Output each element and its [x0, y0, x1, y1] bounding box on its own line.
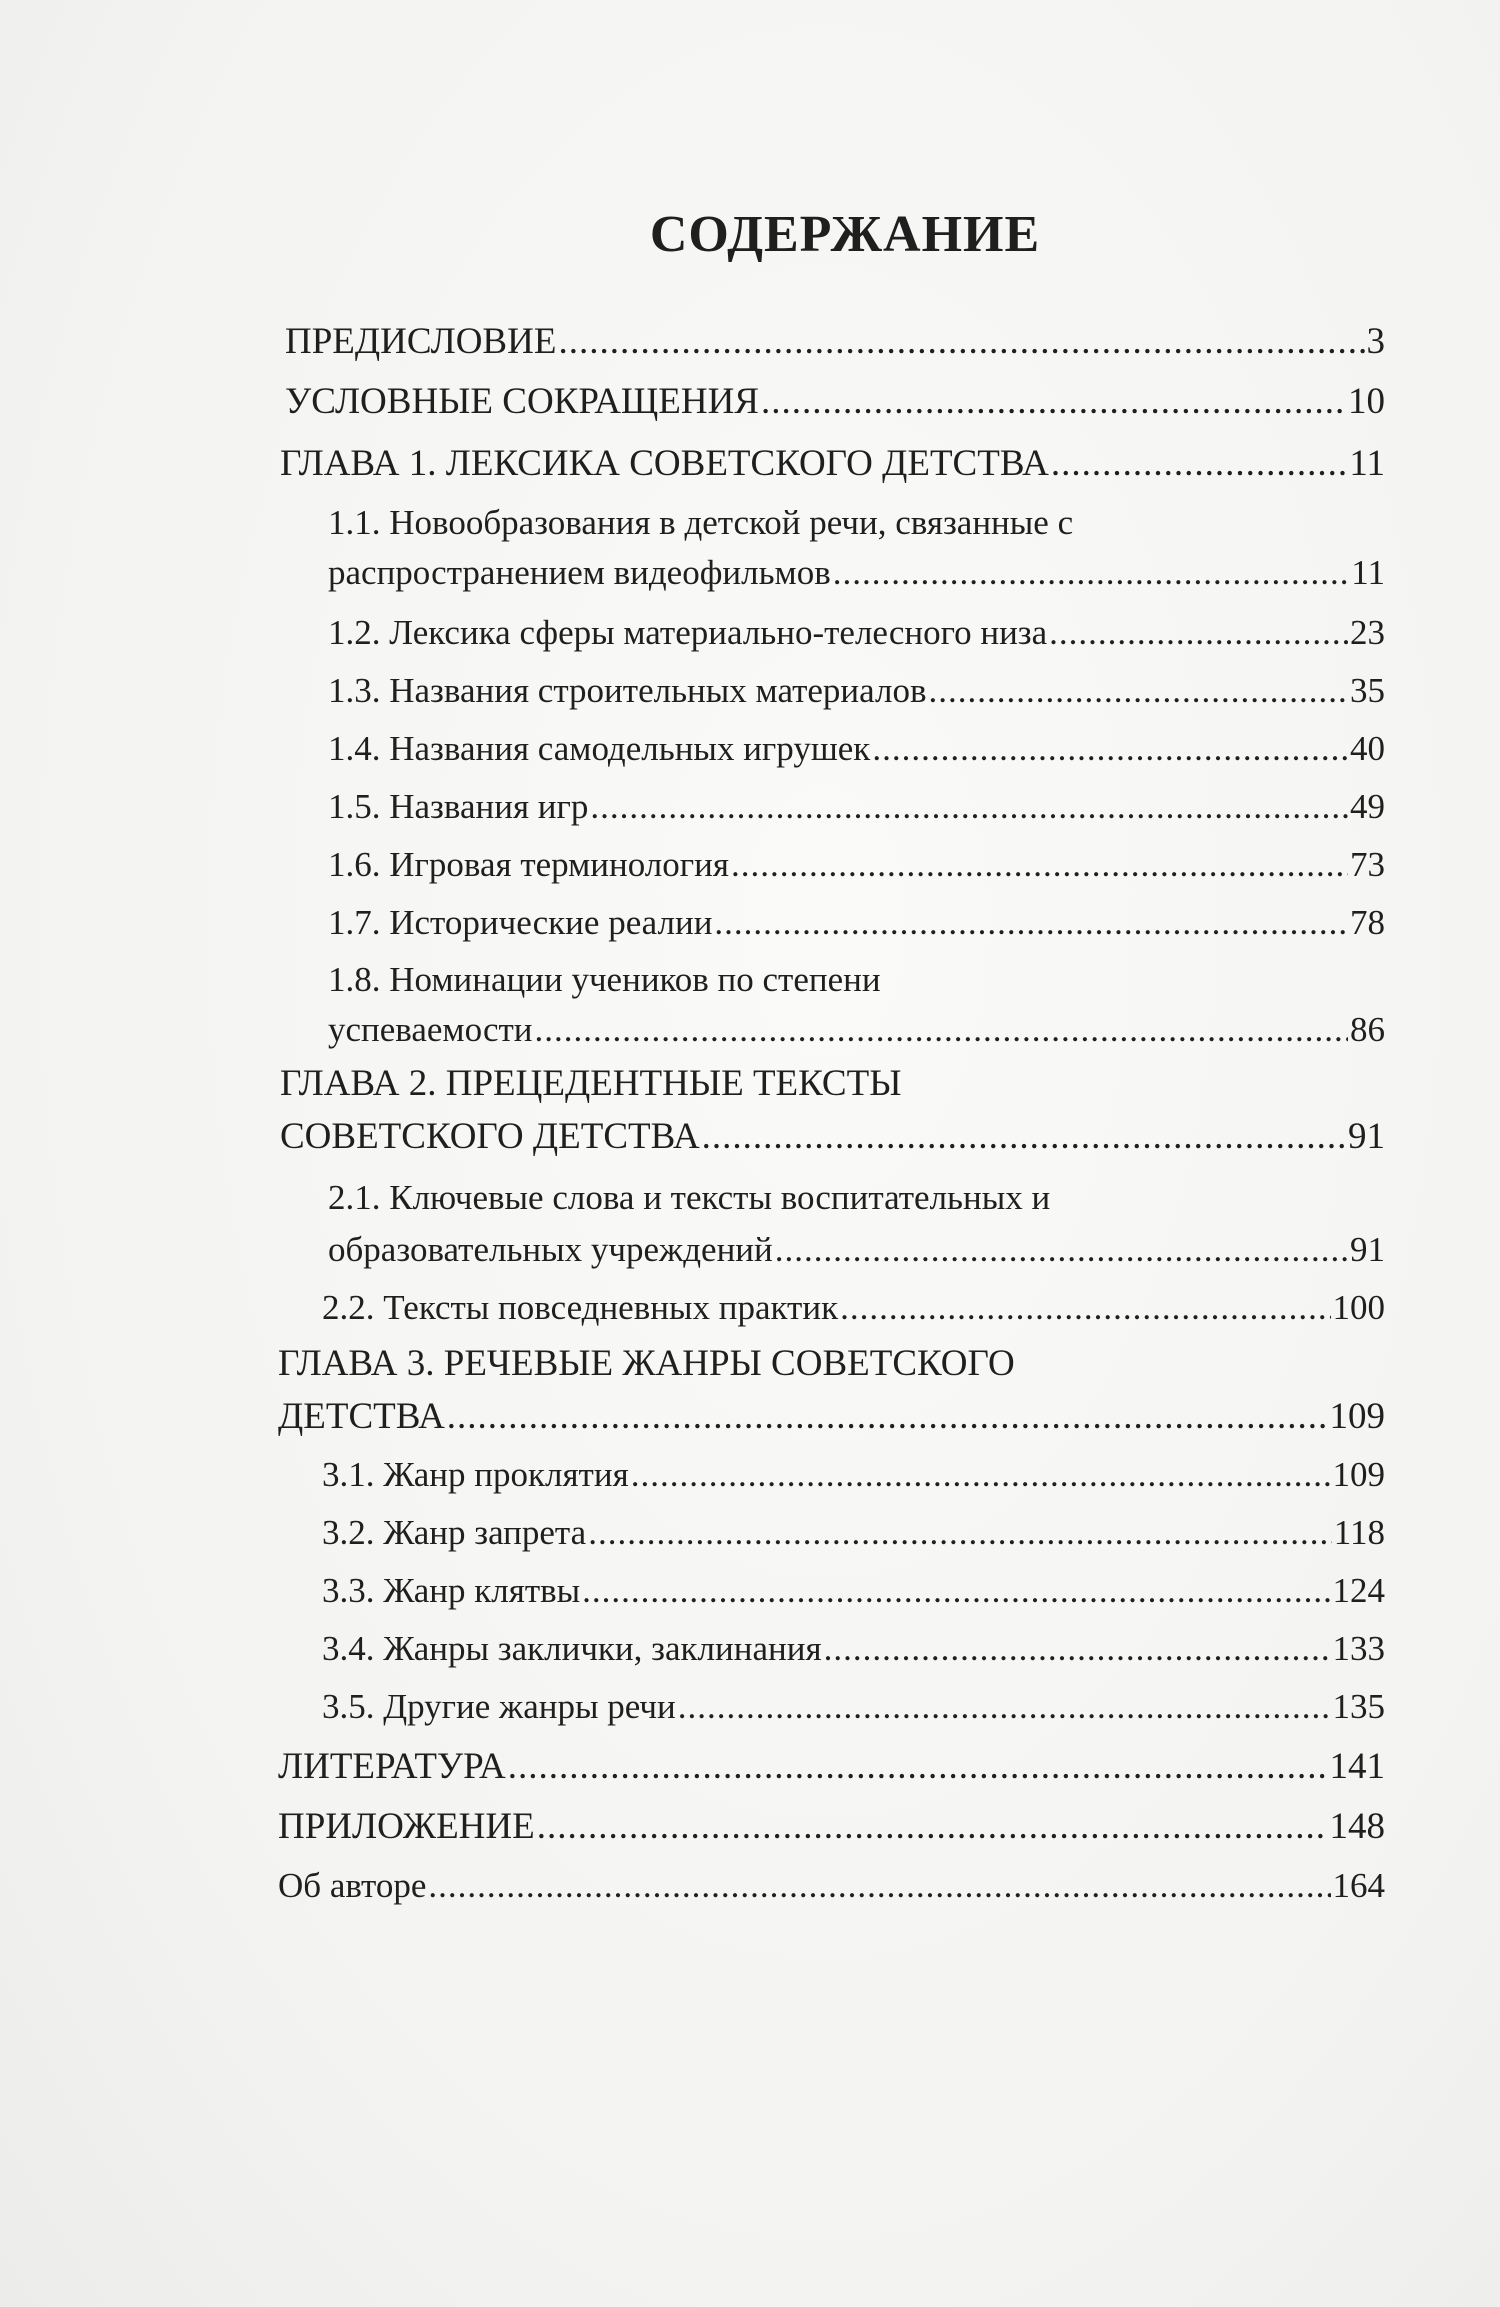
toc-entry-1-8-line1: 1.8. Номинации учеников по степени: [328, 960, 881, 999]
page-title: СОДЕРЖАНИЕ: [649, 206, 1041, 263]
toc-page-number: 124: [1332, 1571, 1385, 1610]
leader-dots: [833, 553, 1350, 593]
toc-entry-label: ЛИТЕРАТУРА: [278, 1746, 506, 1787]
toc-page-number: 78: [1350, 903, 1385, 942]
leader-dots: [840, 1288, 1330, 1328]
toc-entry-chapter-3[interactable]: [278, 1395, 1385, 1438]
toc-entry-3-5[interactable]: [322, 1687, 1385, 1727]
toc-entry-preface[interactable]: [285, 320, 1385, 363]
toc-entry-label: 2.2. Тексты повседневных практик: [322, 1288, 839, 1327]
toc-entry-appendix[interactable]: [278, 1805, 1385, 1848]
toc-entry-abbreviations[interactable]: [285, 380, 1385, 423]
toc-entry-2-1[interactable]: [328, 1230, 1385, 1270]
leader-dots: [537, 1805, 1328, 1848]
toc-entry-1-2[interactable]: [328, 613, 1385, 653]
toc-entry-3-2[interactable]: [322, 1513, 1385, 1553]
leader-dots: [590, 787, 1348, 827]
toc-page-number: 11: [1349, 443, 1385, 484]
toc-entry-1-1[interactable]: [328, 553, 1385, 593]
leader-dots: [1051, 442, 1347, 485]
toc-page-number: 100: [1332, 1288, 1385, 1327]
toc-entry-1-7[interactable]: [328, 903, 1385, 943]
toc-entry-1-1-line1: 1.1. Новообразования в детской речи, связанные с: [328, 503, 1074, 542]
toc-page-number: 35: [1350, 671, 1385, 710]
leader-dots: [1049, 613, 1348, 653]
toc-entry-label: ДЕТСТВА: [278, 1396, 445, 1437]
toc-page-number: 109: [1332, 1455, 1385, 1494]
toc-page-number: 135: [1332, 1687, 1385, 1726]
toc-entry-label: 1.3. Названия строительных материалов: [328, 671, 927, 710]
toc-entry-1-8[interactable]: [328, 1010, 1385, 1050]
leader-dots: [702, 1115, 1346, 1158]
toc-page-number: 91: [1350, 1230, 1385, 1269]
toc-entry-label: 3.2. Жанр запрета: [322, 1513, 587, 1552]
leader-dots: [928, 671, 1348, 711]
toc-page-number: 73: [1350, 845, 1385, 884]
toc-entry-label: Об авторе: [278, 1866, 427, 1905]
toc-entry-label: УСЛОВНЫЕ СОКРАЩЕНИЯ: [285, 381, 759, 422]
toc-entry-label: ПРЕДИСЛОВИЕ: [285, 321, 557, 362]
toc-entry-2-1-line1: 2.1. Ключевые слова и тексты воспитательных и: [328, 1178, 1051, 1217]
toc-entry-label: ГЛАВА 1. ЛЕКСИКА СОВЕТСКОГО ДЕТСТВА: [280, 443, 1049, 484]
toc-entry-3-4[interactable]: [322, 1629, 1385, 1669]
toc-page-number: 118: [1333, 1513, 1385, 1552]
toc-entry-1-3[interactable]: [328, 671, 1385, 711]
leader-dots: [508, 1745, 1328, 1788]
toc-entry-3-1[interactable]: [322, 1455, 1385, 1495]
toc-entry-label: образовательных учреждений: [328, 1230, 773, 1269]
toc-page-number: 10: [1348, 381, 1385, 422]
toc-entry-label: 1.5. Названия игр: [328, 787, 589, 826]
toc-entry-label: СОВЕТСКОГО ДЕТСТВА: [280, 1116, 700, 1157]
toc-entry-3-3[interactable]: [322, 1571, 1385, 1611]
toc-entry-label: успеваемости: [328, 1010, 533, 1049]
toc-page-number: 11: [1351, 553, 1385, 592]
toc-entry-1-6[interactable]: [328, 845, 1385, 885]
toc-page-number: 40: [1350, 729, 1385, 768]
toc-page-number: 49: [1350, 787, 1385, 826]
toc-entry-label: 1.2. Лексика сферы материально-телесного низа: [328, 613, 1048, 652]
leader-dots: [558, 320, 1364, 363]
toc-entry-1-4[interactable]: [328, 729, 1385, 769]
toc-entry-label: 3.3. Жанр клятвы: [322, 1571, 581, 1610]
toc-entry-1-5[interactable]: [328, 787, 1385, 827]
leader-dots: [824, 1629, 1331, 1669]
toc-page-number: 148: [1329, 1806, 1385, 1847]
toc-entry-label: 3.1. Жанр проклятия: [322, 1455, 629, 1494]
toc-page-number: 3: [1366, 321, 1385, 362]
leader-dots: [447, 1395, 1328, 1438]
toc-entry-label: 1.7. Исторические реалии: [328, 903, 713, 942]
toc-entry-chapter-1[interactable]: [280, 442, 1385, 485]
toc-page-number: 109: [1329, 1396, 1385, 1437]
leader-dots: [714, 903, 1348, 943]
leader-dots: [775, 1230, 1348, 1270]
toc-entry-label: 3.5. Другие жанры речи: [322, 1687, 676, 1726]
leader-dots: [582, 1571, 1330, 1611]
toc-entry-about-author[interactable]: [278, 1866, 1385, 1906]
leader-dots: [631, 1455, 1331, 1495]
toc-page-number: 86: [1350, 1010, 1385, 1049]
toc-entry-label: 1.6. Игровая терминология: [328, 845, 729, 884]
toc-entry-chapter-2[interactable]: [280, 1115, 1385, 1158]
leader-dots: [428, 1866, 1330, 1906]
toc-page-number: 133: [1332, 1629, 1385, 1668]
toc-page-number: 91: [1348, 1116, 1385, 1157]
leader-dots: [588, 1513, 1332, 1553]
toc-entry-2-2[interactable]: [322, 1288, 1385, 1328]
toc-entry-label: 3.4. Жанры заклички, заклинания: [322, 1629, 822, 1668]
toc-page-number: 23: [1350, 613, 1385, 652]
toc-entry-chapter-2-line1: ГЛАВА 2. ПРЕЦЕДЕНТНЫЕ ТЕКСТЫ: [280, 1063, 902, 1104]
toc-entry-label: распространением видеофильмов: [328, 553, 831, 592]
toc-page-number: 164: [1332, 1866, 1385, 1905]
toc-entry-chapter-3-line1: ГЛАВА 3. РЕЧЕВЫЕ ЖАНРЫ СОВЕТСКОГО: [278, 1343, 1015, 1384]
toc-entry-literature[interactable]: [278, 1745, 1385, 1788]
leader-dots: [872, 729, 1348, 769]
leader-dots: [678, 1687, 1331, 1727]
leader-dots: [731, 845, 1348, 885]
toc-page-number: 141: [1329, 1746, 1385, 1787]
toc-entry-label: 1.4. Названия самодельных игрушек: [328, 729, 871, 768]
toc-entry-label: ПРИЛОЖЕНИЕ: [278, 1806, 535, 1847]
leader-dots: [535, 1010, 1348, 1050]
leader-dots: [761, 380, 1346, 423]
